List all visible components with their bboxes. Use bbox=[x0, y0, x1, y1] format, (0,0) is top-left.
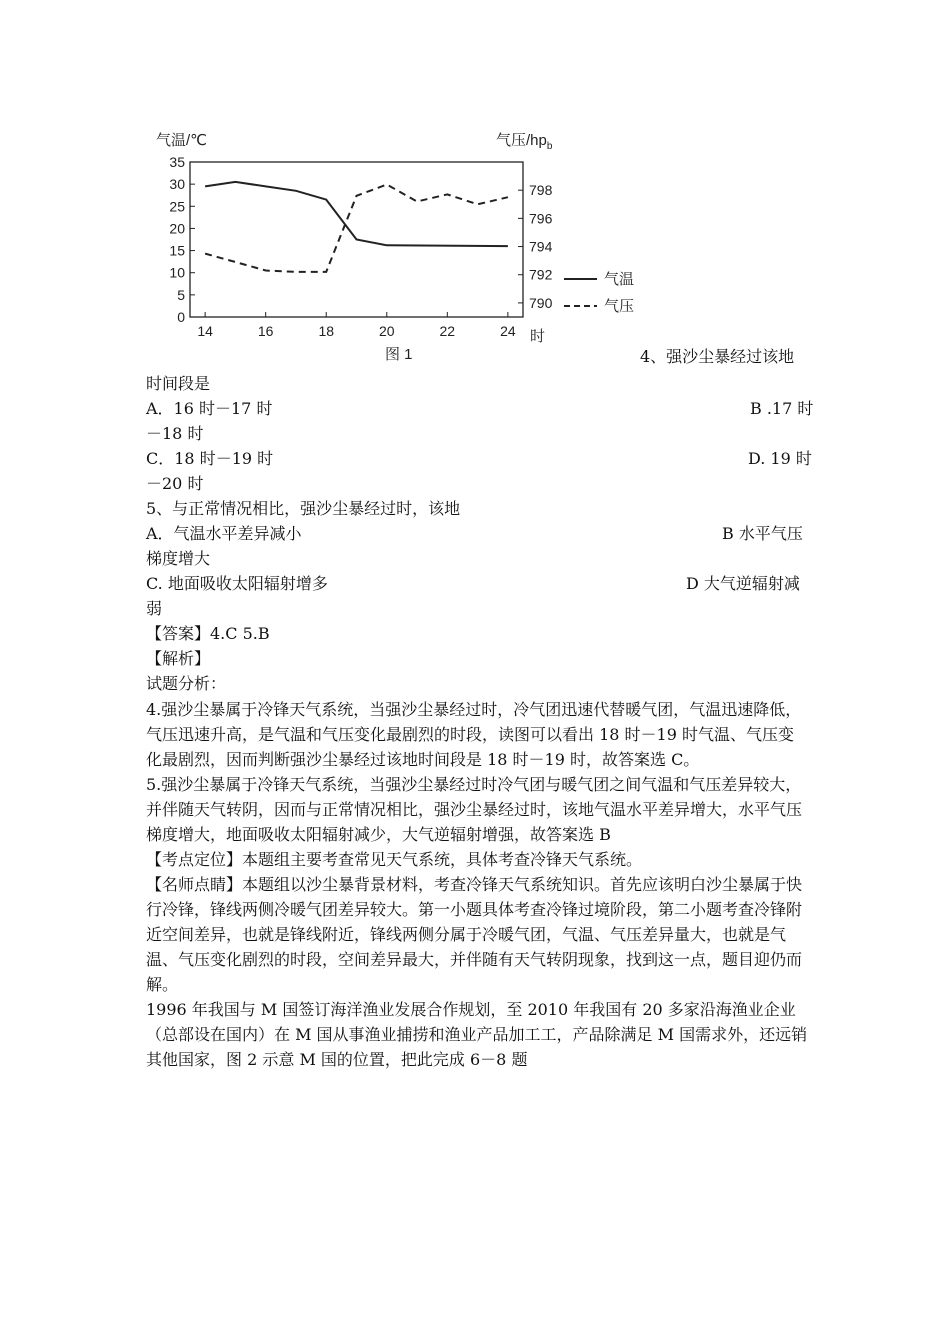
x-tick-label: 16 bbox=[257, 323, 274, 339]
q4-stem: 4、强沙尘暴经过该地 bbox=[640, 347, 795, 366]
q4-option-d: D. 19 时 bbox=[748, 449, 812, 468]
temperature-series-line bbox=[205, 182, 508, 246]
left-y-tick-label: 25 bbox=[169, 198, 185, 215]
q4-stem-cont: 时间段是 bbox=[146, 374, 211, 393]
left-y-tick-label: 0 bbox=[177, 309, 185, 325]
legend-pressure-label: 气压 bbox=[604, 298, 635, 315]
analysis-subheading: 试题分析： bbox=[146, 674, 227, 693]
x-tick-label: 22 bbox=[439, 323, 456, 339]
q5-option-d: D 大气逆辐射减 bbox=[686, 574, 800, 593]
x-tick-label: 20 bbox=[378, 323, 395, 339]
right-y-tick-label: 790 bbox=[529, 294, 553, 311]
left-y-tick-label: 5 bbox=[177, 286, 185, 303]
right-axis-label: 气压$/hp_b$ bbox=[496, 132, 553, 152]
analysis-q4: 4.强沙尘暴属于冷锋天气系统，当强沙尘暴经过时，冷气团迅速代替暖气团，气温迅速降低，气压迅速升高，是气温和气压变化最剧烈的时段，读图可以看出 18 时－19 时气温、气压变化最剧烈，因而判断强沙尘暴经过该地时间段是 18 时－19 时，故答案选 C。 bbox=[146, 700, 802, 769]
q4-option-a: A．16 时－17 时 bbox=[146, 399, 273, 418]
next-question-intro: 1996 年我国与 M 国签订海洋渔业发展合作规划，至 2010 年我国有 20 多家沿海渔业企业（总部设在国内）在 M 国从事渔业捕捞和渔业产品加工工，产品除满足 M 国需求外，还远销其他国家，图 2 示意 M 国的位置，把此完成 6－8 题 bbox=[146, 1000, 808, 1069]
right-y-tick-label: 792 bbox=[529, 266, 553, 283]
q4-option-c: C．18 时－19 时 bbox=[146, 449, 274, 468]
x-tick-label: 18 bbox=[318, 323, 335, 339]
left-axis-label: 气温/℃ bbox=[156, 132, 208, 149]
x-tick-label: 24 bbox=[500, 323, 516, 339]
q4-option-b: B .17 时 bbox=[750, 399, 814, 418]
pressure-series-line bbox=[205, 185, 508, 272]
left-y-tick-label: 10 bbox=[169, 264, 185, 281]
left-y-tick-label: 35 bbox=[169, 154, 185, 170]
legend-temp-label: 气温 bbox=[604, 271, 635, 288]
q5-option-a: A．气温水平差异减小 bbox=[146, 524, 302, 543]
q5-option-b-cont: 梯度增大 bbox=[146, 549, 211, 568]
left-y-tick-label: 30 bbox=[169, 176, 185, 193]
right-y-tick-label: 794 bbox=[529, 238, 553, 255]
figure-1-chart bbox=[150, 126, 670, 366]
x-tick-label: 14 bbox=[197, 323, 213, 339]
q4-option-b-cont: －18 时 bbox=[146, 424, 204, 443]
mingshi-note: 【名师点睛】本题组以沙尘暴背景材料，考查冷锋天气系统知识。首先应该明白沙尘暴属于快行冷锋，锋线两侧冷暖气团差异较大。第一小题具体考查冷锋过境阶段，第二小题考查冷锋附近空间差异，也就是锋线附近，锋线两侧分属于冷暖气团，气温、气压差异量大，也就是气温、气压变化剧烈的时段，空间差异最大，并伴随有天气转阴现象，找到这一点，题目迎仍而解。 bbox=[146, 875, 803, 994]
left-y-tick-label: 15 bbox=[169, 242, 185, 259]
analysis-q5: 5.强沙尘暴属于冷锋天气系统，当强沙尘暴经过时冷气团与暖气团之间气温和气压差异较大，并伴随天气转阴，因而与正常情况相比，强沙尘暴经过时，该地气温水平差异增大，水平气压梯度增大，地面吸收太阳辐射减少，大气逆辐射增强，故答案选 B bbox=[146, 775, 803, 844]
kaodian-note: 【考点定位】本题组主要考查常见天气系统，具体考查冷锋天气系统。 bbox=[146, 850, 643, 869]
right-y-tick-label: 796 bbox=[529, 210, 553, 227]
answer-line: 【答案】4.C 5.B bbox=[146, 624, 270, 643]
chart-series bbox=[205, 182, 508, 272]
q5-stem: 5、与正常情况相比，强沙尘暴经过时，该地 bbox=[146, 499, 461, 518]
q5-option-d-cont: 弱 bbox=[146, 599, 163, 618]
figure-caption: 图 1 bbox=[385, 346, 413, 363]
x-unit-label: 时 bbox=[530, 328, 546, 345]
q5-option-b: B 水平气压 bbox=[722, 524, 803, 543]
right-y-tick-label: 798 bbox=[529, 182, 553, 199]
analysis-heading: 【解析】 bbox=[146, 649, 211, 668]
left-y-tick-label: 20 bbox=[169, 220, 185, 237]
q4-option-d-cont: －20 时 bbox=[146, 474, 204, 493]
q5-option-c: C. 地面吸收太阳辐射增多 bbox=[146, 574, 328, 593]
